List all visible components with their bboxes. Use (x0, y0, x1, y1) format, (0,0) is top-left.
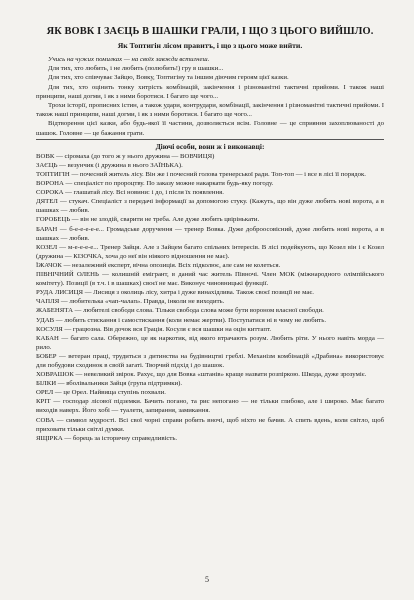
character-entry: СОВА — символ мудрості. Всі свої чорні справи робить вночі, щоб ніхто не бачив. А спить вдень, коли світло, щоб приховати тільки світлі думки. (36, 416, 384, 433)
characters-heading: Діючі особи, вони ж і виконавці: (155, 141, 265, 151)
chapter-subtitle: Як Топтигін лісом правитъ, і що з цього може вийти. (117, 41, 303, 50)
character-entry: ЇЖАЧОК — незалежний експерт, вічна опозиція. Всіх підколює, але сам не колеться. (36, 261, 281, 269)
character-entry: РУДА ЛИСИЦЯ — Лисиця з околиць лісу, хитра і дуже винахідлива. Також своєї позиції не має. (36, 289, 314, 297)
characters-list (36, 152, 384, 443)
character-entry: ДЯТЕЛ — стукач. Спеціаліст з передачі інформації за допомогою стуку. (Кажуть, що він дуже любить нові ворота, а в шашках — любив. (36, 198, 384, 215)
intro-paragraph: Трохи історії, прописних істин, а також удари, контрудари, комбінації, закінчення і різноманітні тактичні прийоми. І також наші принципи, наші догми, і як з ними боротися. І багато ще чого... (36, 102, 384, 119)
character-entry: СОРОКА — глашатай лісу. Всі новини: і до, і після їх появлення. (36, 189, 224, 197)
character-entry: ЯЩІРКА — борець за історичну справедливість. (36, 434, 178, 442)
page-title: ЯК ВОВК І ЗАЄЦЬ В ШАШКИ ГРАЛИ, І ЩО З ЦЬОГО ВИЙШЛО. (46, 26, 374, 37)
character-entry: ЧАПЛЯ — любителька «чап-чалап». Правда, інколи не виходить. (36, 298, 225, 306)
intro-paragraph: Для тих, хто співчуває Зайцю, Вовку, Топтигіну та іншим діючим героям цієї казки. (48, 74, 289, 82)
page-number: 5 (205, 575, 209, 584)
character-entry: КАБАН — багато сала. Обережно, це як наркотик, від якого втрачають розум. Любить ріти. У нього навіть морда — рило. (36, 334, 384, 351)
character-entry: УДАВ — любить стискання і самостискання (коли немає жертви). Поступатися ні в чому не любить. (36, 316, 327, 324)
character-entry: ГОРОБЕЦЬ — він не злодій, сварити не треба. Але дуже любить цвірінькати. (36, 216, 260, 224)
character-entry: КОСУЛЯ — грацюзна. Вів дочок вся Грація. Косуля є вся шашки на оцін киттапт. (36, 325, 272, 333)
epigraph: Учись на чужих помилках — на своїх завжди встигнеш. (48, 56, 210, 63)
character-entry: БОБЕР — ветеран праці, трудиться з дитинства на будівництві греблі. Механізм комбінацій «Драбина» використовує для побудови сходинок в своїй загаті. Творчий підхід і до шашок. (36, 352, 384, 369)
character-entry: ТОПТИГІН — почесний житель лісу. Він же і почесний голова тренерської ради. Топ-топ — і все в лісі її порядок. (36, 171, 366, 179)
character-entry: БАРАН — б-е-е-е-е-е... Громадське доручення — тренер Вовка. Дуже доброосовісний, дуже любить нові ворота, а в шашках — любив. (36, 225, 384, 242)
character-entry: ЖАБЕНЯТА — любителі свободи слова. Тільки свобода слова може бути вороном власної свободи. (36, 307, 324, 315)
character-entry: БІЛКИ — вболівальники Зайця (група підтримки). (36, 380, 183, 388)
character-entry: КРІТ — господар лісової підземки. Бачить погано, та рис непогано — не тільки глибоко, але і широко. Має багато виходів наверх. Його хобі — туалети, запирання, замикання. (36, 398, 384, 415)
character-entry: ВОВК — сіромаха (до того ж у нього дружина — ВОВЧИЦЯ) (36, 152, 215, 160)
divider (36, 139, 384, 140)
character-entry: КОЗЕЛ — м-е-е-е-е... Тренер Зайця. Але з Зайцем багато спільних інтересів. В лісі подейкують, що Козел він і є Козел (дружина — КІЗОЧКА, хоча до неї він ніякого відношення не має). (36, 243, 384, 260)
intro-paragraph: Відтворення цієї казки, або будь-якої її частини, дозволяється всім. Головне — це сприяння захоплюваності до шашок. Головне — це бажання грати. (36, 120, 384, 137)
character-entry: ЗАЄЦЬ — везунчик (і дружина в нього ЗАЇНЬКА). (36, 161, 183, 169)
intro-paragraph: Для тих, хто оцінить тонку хитрість комбінацій, закінчення і різноманітні тактичні прийоми. І також наші принципи, наші догми, і як з ними боротися. І багато ще чого... (36, 83, 384, 100)
character-entry: ХОВРАШОК — невеликий звірок. Рахує, що для Вовка «штанів» краще назвати розпіркою. Шкода, дуже зрозуміє. (36, 371, 367, 379)
character-entry: ОРЕЛ — це Орел. Найвища ступінь похвали. (36, 389, 166, 397)
intro-paragraph: Для тих, хто любить, і не любить (полюбить!) гру в шашки... (48, 65, 224, 73)
character-entry: ПІВНІЧНИЙ ОЛЕНЬ — колишній емігрант, в даний час житель Півночі. Член МОК (міжнародного олімпійського комітету). Позиції (в т.ч. і в шашках) своєї не має. Виконує чиновницькі функції. (36, 271, 384, 288)
character-entry: ВОРОНА — спеціаліст по пророцтву. По заказу можне накаркати будь-яку погоду. (36, 180, 274, 188)
